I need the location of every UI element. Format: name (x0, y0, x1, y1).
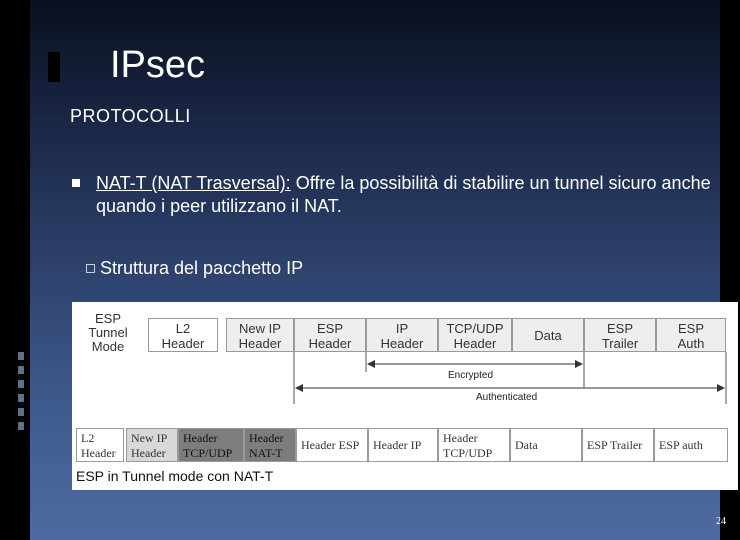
row1-cell-l2-header: L2 Header (148, 318, 218, 352)
row1-cell-esp-header: ESP Header (294, 318, 366, 352)
page-number: 24 (716, 516, 726, 527)
bullet-text (96, 172, 736, 218)
row1-cell-esp-trailer: ESP Trailer (584, 318, 656, 352)
packet-structure-figure (72, 302, 738, 490)
figure-caption: ESP in Tunnel mode con NAT-T (76, 468, 274, 484)
slide (30, 0, 726, 540)
encrypted-label: Encrypted (448, 370, 494, 381)
row2-cell-new-ip-header: New IP Header (126, 428, 178, 462)
row2-cell-esp-auth: ESP auth (654, 428, 728, 462)
authenticated-label: Authenticated (476, 392, 538, 403)
bullet-square-icon (72, 179, 80, 187)
row2-cell-nat-t-header: Header NAT-T (244, 428, 296, 462)
row1-cell-data: Data (512, 318, 584, 352)
row1-cell-ip-header: IP Header (366, 318, 438, 352)
slide-title: IPsec (110, 44, 206, 86)
row2-cell-tcp-udp-header: Header TCP/UDP (178, 428, 244, 462)
row2-cell-header-esp: Header ESP (296, 428, 368, 462)
mode-label-line2: Tunnel (88, 325, 128, 340)
mode-label-line1: ESP (94, 311, 121, 326)
title-marker (48, 52, 60, 82)
row2-cell-data: Data (510, 428, 582, 462)
slide-subtitle: PROTOCOLLI (70, 106, 191, 126)
sub-bullet-square-icon (86, 264, 95, 273)
left-strip (0, 0, 30, 540)
row2-cell-esp-trailer: ESP Trailer (582, 428, 654, 462)
bullet-term: NAT-T (NAT Trasversal): (96, 173, 291, 193)
row1-cell-esp-auth: ESP Auth (656, 318, 726, 352)
bullet-description: Offre la possibilità di stabilire un tunnel sicuro anche quando i peer utilizzano il NAT. (96, 173, 711, 216)
row2-cell-header-tcp-udp: Header TCP/UDP (438, 428, 510, 462)
row2-cell-l2-header: L2 Header (76, 428, 124, 462)
sub-bullet-text: Struttura del pacchetto IP (100, 258, 304, 278)
row1-cell-tcp-udp-header: TCP/UDP Header (438, 318, 512, 352)
row1-cell-new-ip-header: New IP Header (226, 318, 294, 352)
row2-cell-header-ip: Header IP (368, 428, 438, 462)
mode-label-line3: Mode (91, 339, 125, 354)
